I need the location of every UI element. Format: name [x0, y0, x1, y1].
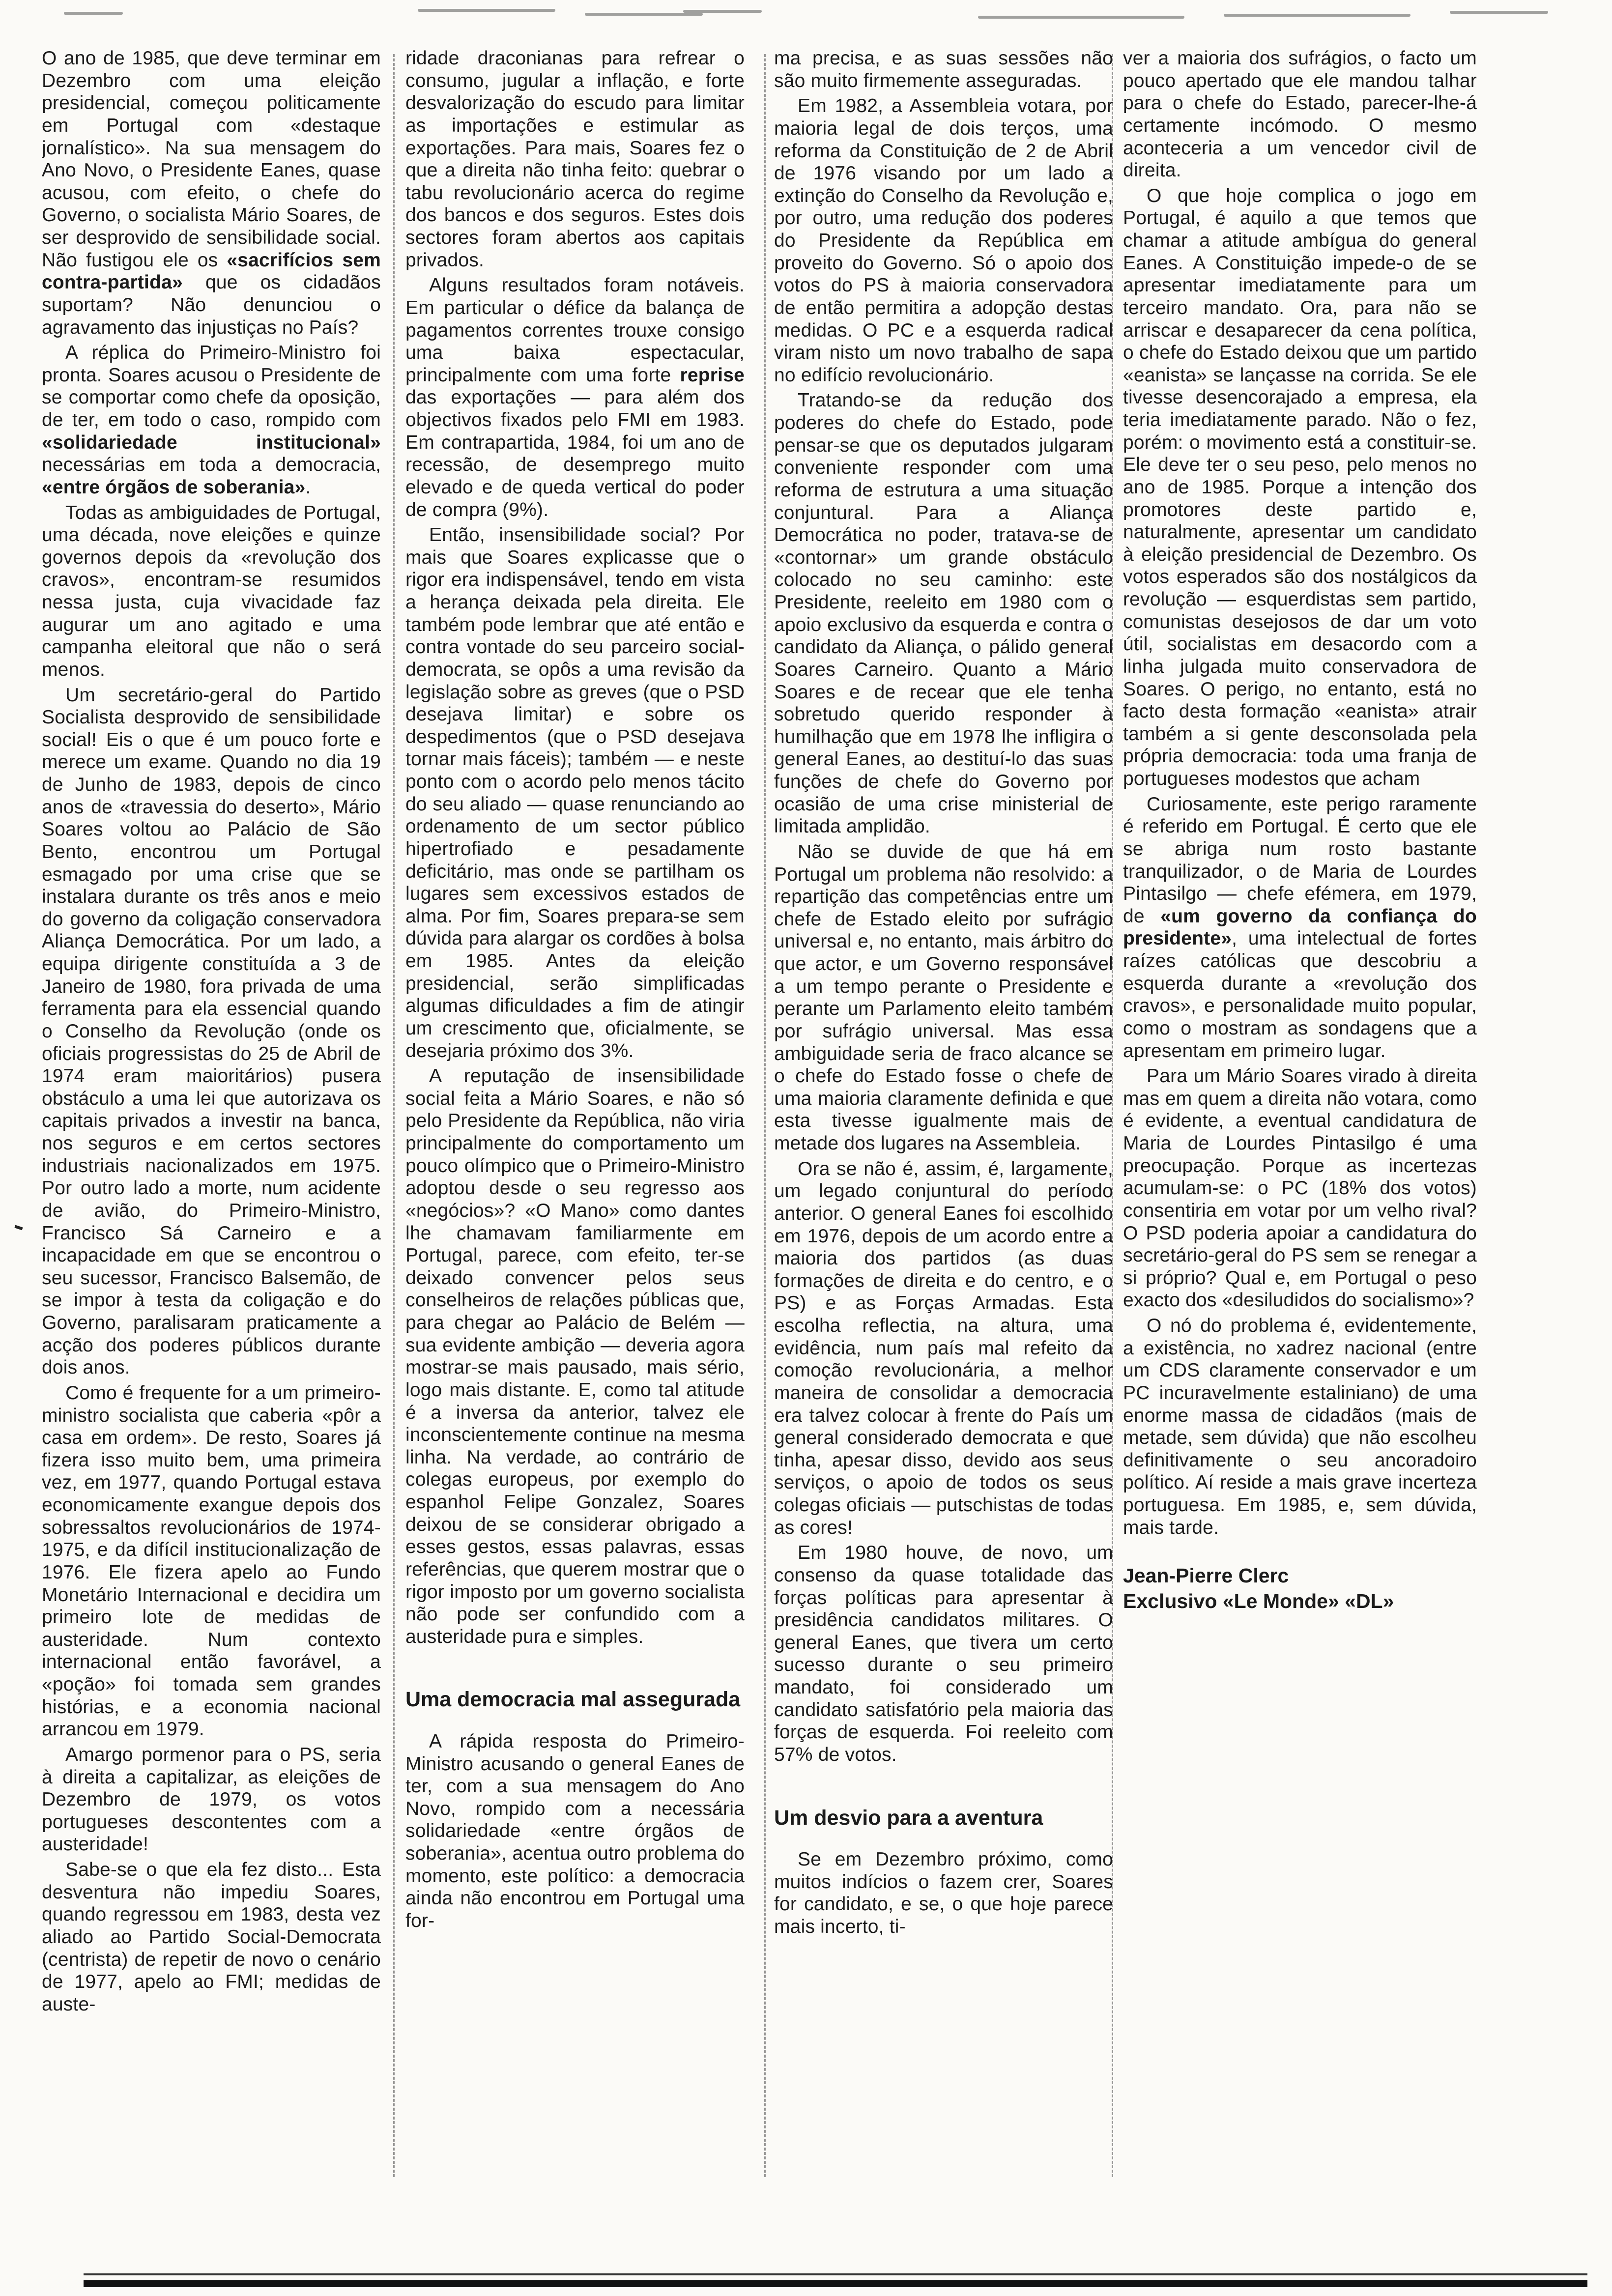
paragraph: Um secretário-geral do Partido Socialista desprovido de sensibilidade social! Eis o que é um pouco forte e merece um exame. Quando no dia 19 de Junho de 1983, depois de cinco anos de «travessia do deserto», Mário Soares voltou ao Palácio de São Bento, encontrou um Portugal esmagado por uma crise que se instalara durante os três anos e meio do governo da coligação conservadora Aliança Democrática. Por um lado, a equipa dirigente constituída a 3 de Janeiro de 1980, fora privada de uma ferramenta para ela essencial quando o Conselho da Revolução (onde os oficiais progressistas do 25 de Abril de 1974 eram maioritários) pusera obstáculo a uma lei que autorizava os capitais privados a investir na banca, nos seguros e em certos sectores industriais nacionalizados em 1975. Por outro lado a morte, num acidente de avião, do Primeiro-Ministro, Francisco Sá Carneiro e a incapacidade em que se encontrou o seu sucessor, Francisco Balsemão, de se impor à testa da coligação e do Governo, paralisaram praticamente a acção dos poderes públicos durante dois anos. [42, 684, 381, 1378]
paragraph: Em 1980 houve, de novo, um consenso da quase totalidade das forças políticas para apresentar à presidência candidatos militares. O general Eanes, que tivera um certo sucesso durante o seu primeiro mandato, foi considerado um candidato satisfatório pela maioria das forças de esquerda. Foi reeleito com 57% de votos. [774, 1542, 1113, 1765]
article-columns [42, 47, 1585, 2229]
paragraph: Não se duvide de que há em Portugal um problema não resolvido: a repartição das competências entre um chefe de Estado eleito por sufrágio universal e, no entanto, mais árbitro do que actor, e um Governo responsável a um tempo perante o Presidente e perante um Parlamento eleito também por sufrágio universal. Mas essa ambiguidade seria de fraco alcance se o chefe do Estado fosse o chefe de uma maioria claramente definida e que esta tivesse igualmente mais de metade dos lugares na Assembleia. [774, 841, 1113, 1154]
top-scan-noise [44, 9, 1573, 29]
paragraph: ma precisa, e as suas sessões não são muito firmemente asseguradas. [774, 48, 1113, 91]
paragraph: Se em Dezembro próximo, como muitos indícios o fazem crer, Soares for candidato, e se, o que hoje parece mais incerto, ti- [774, 1849, 1113, 1937]
byline [1123, 1563, 1477, 1614]
paragraph: O que hoje complica o jogo em Portugal, é aquilo a que temos que chamar a atitude ambígua do general Eanes. A Constituição impede-o de se apresentar imediatamente para um terceiro mandato. Ora, para não se arriscar e desaparecer da cena política, o chefe do Estado deixou que um partido «eanista» se lançasse na corrida. Se ele tivesse desencorajado a empresa, ela teria imediatamente parado. Não o fez, porém: o movimento está a constituir-se. Ele deve ter o seu peso, pelo menos no ano de 1985. Porque a intenção dos promotores deste partido e, naturalmente, apresentar um candidato à eleição presidencial de Dezembro. Os votos esperados são dos nostálgicos da revolução — esquerdistas sem partido, comunistas desejosos de dar um voto útil, socialistas em desacordo com a linha julgada muito conservadora de Soares. O perigo, no entanto, está no facto desta formação «eanista» atrair também a si gente desconsolada pela própria democracia: toda uma franja de portugueses modestos que acham [1123, 185, 1477, 789]
paragraph: A réplica do Primeiro-Ministro foi pronta. Soares acusou o Presidente de se comportar como chefe da oposição, de ter, em todo o caso, rompido com «solidariedade institucional» necessárias em toda a democracia, «entre órgãos de soberania». [42, 342, 381, 498]
paragraph: ver a maioria dos sufrágios, o facto um pouco apertado que ele mandou talhar para o chefe do Estado, parecer-lhe-á certamente incómodo. O mesmo aconteceria a um vencedor civil de direita. [1123, 48, 1477, 181]
paragraph: Curiosamente, este perigo raramente é referido em Portugal. É certo que ele se abriga num rosto bastante tranquilizador, o de Maria de Lourdes Pintasilgo — chefe efémera, em 1979, de «um governo da confiança do presidente», uma intelectual de fortes raízes católicas que descobriu a esquerda durante a «revolução dos cravos», e personalidade muito popular, como o mostram as sondagens que a apresentam em primeiro lugar. [1123, 793, 1477, 1062]
paragraph: Tratando-se da redução dos poderes do chefe do Estado, pode pensar-se que os deputados julgaram conveniente responder com uma reforma de estrutura a uma situação conjuntural. Para a Aliança Democrática no poder, tratava-se de «contornar» um grande obstáculo colocado no seu caminho: este Presidente, reeleito em 1980 com o apoio exclusivo da esquerda e contra o candidato da Aliança, o pálido general Soares Carneiro. Quanto a Mário Soares e de recear que ele tenha sobretudo querido responder à humilhação que em 1978 lhe infligira o general Eanes, ao destituí-lo das suas funções de chefe do Governo por ocasião de uma crise ministerial de limitada amplidão. [774, 390, 1113, 837]
bottom-rule-thin [84, 2273, 1587, 2275]
author-name: Jean-Pierre Clerc [1123, 1564, 1289, 1587]
paragraph: A reputação de insensibilidade social feita a Mário Soares, e não só pelo Presidente da República, não viria principalmente do comportamento um pouco olímpico que o Primeiro-Ministro adoptou desde o seu regresso aos «negócios»? «O Mano» como dantes lhe chamavam familiarmente em Portugal, parece, com efeito, ter-se deixado convencer pelos seus conselheiros de relações públicas que, para chegar ao Palácio de Belém — sua evidente ambição — deveria agora mostrar-se mais pausado, mais sério, logo mais distante. E, como tal atitude é a inversa da anterior, talvez ele inconscientemente continue na mesma linha. Na verdade, ao contrário de colegas europeus, por exemplo do espanhol Felipe Gonzalez, Soares deixou de se considerar obrigado a esses gestos, essas palavras, essas referências, que querem mostrar que o rigor imposto por um governo socialista não pode ser confundido com a austeridade pura e simples. [405, 1065, 745, 1647]
column-1 [42, 47, 381, 2229]
column-2 [405, 47, 745, 2229]
margin-mark [14, 1225, 23, 1231]
paragraph: Então, insensibilidade social? Por mais que Soares explicasse que o rigor era indispensável, tendo em vista a herança deixada pela direita. Ele também pode lembrar que até então e contra vontade do seu parceiro social-democrata, se opôs a uma revisão da legislação sobre as greves (que o PSD desejava limitar) e sobre os despedimentos (que o PSD desejava tornar mais fáceis); também — e neste ponto com o acordo pelo menos tácito do seu aliado — quase renunciando ao ordenamento de um sector público hipertrofiado e pesadamente deficitário, mas onde se partilham os lugares sem excessivos estados de alma. Por fim, Soares prepara-se sem dúvida para alargar os cordões à bolsa em 1985. Antes da eleição presidencial, serão simplificadas algumas dificuldades a fim de atingir um crescimento que, oficialmente, se desejaria próximo dos 3%. [405, 524, 745, 1062]
paragraph: O ano de 1985, que deve terminar em Dezembro com uma eleição presidencial, começou politicamente em Portugal com «destaque jornalístico». Na sua mensagem do Ano Novo, o Presidente Eanes, quase acusou, com efeito, o chefe do Governo, o socialista Mário Soares, de ser desprovido de sensibilidade social. Não fustigou ele os «sacrifícios sem contra-partida» que os cidadãos suportam? Não denunciou o agravamento das injustiças no País? [42, 48, 381, 338]
paragraph: O nó do problema é, evidentemente, a existência, no xadrez nacional (entre um CDS claramente conservador e um PC incuravelmente estaliniano) de uma enorme massa de cidadãos (mais de metade, sem dúvida) que não escolheu definitivamente o seu ancoradoiro político. Aí reside a mais grave incerteza portuguesa. Em 1985, e, sem dúvida, mais tarde. [1123, 1315, 1477, 1538]
bottom-rule-thick [84, 2280, 1587, 2287]
paragraph: Para um Mário Soares virado à direita mas em quem a direita não votara, como é evidente, a eventual candidatura de Maria de Lourdes Pintasilgo é uma preocupação. Porque as incertezas acumulam-se: o PC (18% dos votos) consentiria em votar por um velho rival? O PSD poderia apoiar a candidatura do secretário-geral do PS sem se renegar a si próprio? Qual e, em Portugal o peso exacto dos «desiludidos do socialismo»? [1123, 1065, 1477, 1311]
source-credit: Exclusivo «Le Monde» «DL» [1123, 1589, 1394, 1612]
paragraph: A rápida resposta do Primeiro-Ministro acusando o general Eanes de ter, com a sua mensagem do Ano Novo, rompido com a necessária solidariedade «entre órgãos de soberania», acentua outro problema do momento, este político: a democracia ainda não encontrou em Portugal uma for- [405, 1730, 745, 1931]
paragraph: Todas as ambiguidades de Portugal, uma década, nove eleições e quinze governos depois da «revolução dos cravos», encontram-se resumidos nessa justa, cuja vivacidade faz augurar um ano agitado e uma campanha eleitoral que não o será menos. [42, 502, 381, 680]
subheading: Uma democracia mal assegurada [405, 1688, 741, 1712]
column-4 [1123, 47, 1477, 2229]
paragraph: Em 1982, a Assembleia votara, por maioria legal de dois terços, uma reforma da Constituição de 2 de Abril de 1976 visando por um lado a extinção do Conselho da Revolução e, por outro, uma redução dos poderes do Presidente da República em proveito do Governo. Só o apoio dos votos do PS à maioria conservadora de então permitira a adopção destas medidas. O PC e a esquerda radical viram nisto um novo trabalho de sapa no edifício revolucionário. [774, 95, 1113, 386]
paragraph: Amargo pormenor para o PS, seria à direita a capitalizar, as eleições de Dezembro de 1979, os votos portugueses descontentes com a austeridade! [42, 1744, 381, 1855]
paragraph: Alguns resultados foram notáveis. Em particular o défice da balança de pagamentos correntes trouxe consigo uma baixa espectacular, principalmente com uma forte reprise das exportações — para além dos objectivos fixados pelo FMI em 1983. Em contrapartida, 1984, foi um ano de recessão, de desemprego muito elevado e de queda vertical do poder de compra (9%). [405, 275, 745, 520]
paragraph: ridade draconianas para refrear o consumo, jugular a inflação, e forte desvalorização do escudo para limitar as importações e estimular as exportações. Para mais, Soares fez o que a direita não tinha feito: quebrar o tabu revolucionário acerca do regime dos bancos e dos seguros. Estes dois sectores foram abertos aos capitais privados. [405, 48, 745, 271]
subheading: Um desvio para a aventura [774, 1806, 1043, 1830]
paragraph: Ora se não é, assim, é, largamente, um legado conjuntural do período anterior. O general Eanes foi escolhido em 1976, depois de um acordo entre a maioria dos partidos (as duas formações de direita e do centro, e o PS) e as Forças Armadas. Esta escolha reflectia, na altura, uma evidência, num país mal refeito da comoção revolucionária, a melhor maneira de consolidar a democracia era talvez colocar à frente do País um general considerado democrata e que tinha, apesar disso, devido aos seus serviços, o apoio de todos os seus colegas oficiais — putschistas de todas as cores! [774, 1158, 1113, 1538]
paragraph: Como é frequente for a um primeiro-ministro socialista que caberia «pôr a casa em ordem». De resto, Soares já fizera isso muito bem, uma primeira vez, em 1977, quando Portugal estava economicamente exangue depois dos sobressaltos revolucionários de 1974-1975, e da difícil institucionalização de 1976. Ele fizera apelo ao Fundo Monetário Internacional e decidira um primeiro lote de medidas de austeridade. Num contexto internacional então favorável, a «poção» foi tomada sem grandes histórias, e a economia nacional arrancou em 1979. [42, 1382, 381, 1740]
column-3 [774, 47, 1113, 2229]
paragraph: Sabe-se o que ela fez disto... Esta desventura não impediu Soares, quando regressou em 1983, desta vez aliado ao Partido Social-Democrata (centrista) de repetir de novo o cenário de 1977, apelo ao FMI; medidas de auste- [42, 1859, 381, 2015]
